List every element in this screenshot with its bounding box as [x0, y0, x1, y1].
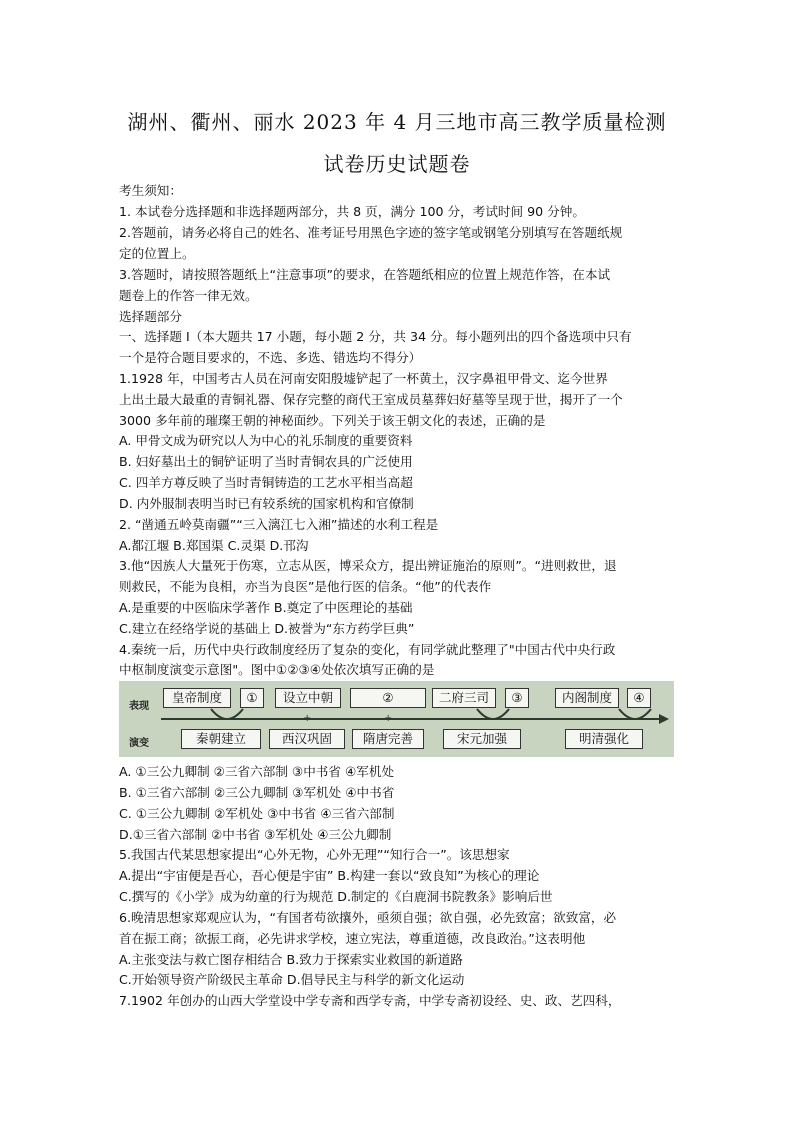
- text-line: 3000 多年前的璀璨王朝的神秘面纱。下列关于该王朝文化的表述，正确的是: [119, 413, 546, 428]
- options-line: A.主张变法与救亡图存相结合 B.致力于探索实业救国的新道路: [119, 952, 463, 967]
- box-grand-secretariat: 内阁制度: [555, 688, 619, 708]
- text-line: 中枢制度演变示意图"。图中①②③④处依次填写正确的是: [119, 662, 435, 677]
- box-inner-court: 设立中朝: [275, 688, 341, 708]
- exam-title-line1: 湖州、衢州、丽水 2023 年 4 月三地市高三教学质量检测: [127, 110, 667, 134]
- option-c: C. 四羊方尊反映了当时青铜铸造的工艺水平相当高超: [119, 475, 413, 490]
- box-qin: 秦朝建立: [181, 729, 261, 749]
- text-line: 上出土最大最重的青铜礼器、保存完整的商代王室成员墓葬妇好墓等呈现于世，揭开了一个: [119, 392, 623, 407]
- box-two-offices: 二府三司: [432, 688, 496, 708]
- box-song-yuan: 宋元加强: [443, 729, 521, 749]
- text-line: 一个是符合题目要求的，不选、多选、错选均不得分）: [119, 350, 422, 365]
- box-ming-qing: 明清强化: [565, 729, 643, 749]
- box-blank-1: ①: [240, 688, 264, 708]
- box-blank-3: ③: [505, 688, 529, 708]
- text-line: 则救民，不能为良相，亦当为良医”是他行医的信条。“他”的代表作: [119, 579, 492, 594]
- evolution-diagram: [119, 681, 674, 757]
- options-line: A.提出“宇宙便是吾心，吾心便是宇宙” B.构建一套以“致良知”为核心的理论: [119, 868, 540, 883]
- option-a: A. 甲骨文成为研究以人为中心的礼乐制度的重要资料: [119, 433, 413, 448]
- text-line: 3.答题时，请按照答题纸上“注意事项”的要求，在答题纸相应的位置上规范作答，在本试: [119, 267, 611, 282]
- box-sui-tang: 隋唐完善: [352, 729, 424, 749]
- option-b: B. 妇好墓出土的铜铲证明了当时青铜农具的广泛使用: [119, 454, 413, 469]
- options-line: A.都江堰 B.郑国渠 C.灵渠 D.邗沟: [119, 538, 309, 553]
- box-blank-2: ②: [350, 688, 426, 708]
- options-line: C.建立在经络学说的基础上 D.被誉为“东方药学巨典”: [119, 621, 415, 636]
- plus-sign: +: [303, 713, 312, 724]
- question-5: 5.我国古代某思想家提出“心外无物，心外无理”“知行合一”。该思想家: [119, 847, 510, 862]
- box-blank-4: ④: [627, 688, 651, 708]
- question-1: 1.1928 年，中国考古人员在河南安阳殷墟铲起了一杯黄土，汉字鼻祖甲骨文、迄今世界: [119, 371, 608, 386]
- text-line: 考生须知：: [119, 183, 182, 198]
- option-d: D.①三省六部制 ②中书省 ③军机处 ④三公九卿制: [119, 827, 392, 842]
- text-line: 2.答题前，请务必将自己的姓名、准考证号用黑色字迹的签字笔或钢笔分别填写在答题纸规: [119, 225, 623, 240]
- question-3: 3.他“因族人大量死于伤寒，立志从医，博采众方，提出辨证施治的原则”。“进则救世，退: [119, 558, 617, 573]
- exam-title-line2: 试卷历史试题卷: [323, 152, 471, 176]
- text-line: 题卷上的作答一律无效。: [119, 288, 258, 303]
- options-line: C.开始领导资产阶级民主革命 D.倡导民主与科学的新文化运动: [119, 972, 465, 987]
- box-emperor-system: 皇帝制度: [163, 688, 231, 708]
- text-line: 1. 本试卷分选择题和非选择题两部分，共 8 页，满分 100 分，考试时间 90 分钟。: [119, 204, 585, 219]
- option-d: D. 内外服制表明当时已有较系统的国家机构和官僚制: [119, 496, 414, 511]
- option-b: B. ①三省六部制 ②三公九卿制 ③军机处 ④中书省: [119, 785, 395, 800]
- text-line: 首在振工商；欲振工商，必先讲求学校，速立宪法，尊重道德，改良政治。”这表明他: [119, 931, 586, 946]
- question-7: 7.1902 年创办的山西大学堂设中学专斋和西学专斋，中学专斋初设经、史、政、艺四科，: [119, 993, 621, 1008]
- options-line: C.撰写的《小学》成为幼童的行为规范 D.制定的《白鹿洞书院教条》影响后世: [119, 889, 553, 904]
- plus-sign: +: [384, 713, 393, 724]
- option-a: A. ①三公九卿制 ②三省六部制 ③中书省 ④军机处: [119, 764, 395, 779]
- question-4: 4.秦统一后，历代中央行政制度经历了复杂的变化，有同学就此整理了"中国古代中央行政: [119, 642, 616, 657]
- question-2: 2. “凿通五岭莫南疆”“三入漓江七入湘”描述的水利工程是: [119, 517, 439, 532]
- row-label-top: 表现: [129, 701, 149, 712]
- options-line: A.是重要的中医临床学著作 B.奠定了中医理论的基础: [119, 600, 413, 615]
- section-heading: 选择题部分: [119, 309, 182, 324]
- question-6: 6.晚清思想家郑观应认为，“有国者苟欲攘外，亟须自强；欲自强，必先致富；欲致富，必: [119, 910, 617, 925]
- text-line: 定的位置上。: [119, 246, 195, 261]
- box-western-han: 西汉巩固: [269, 729, 345, 749]
- option-c: C. ①三公九卿制 ②军机处 ③中书省 ④三省六部制: [119, 806, 395, 821]
- row-label-bottom: 演变: [129, 738, 149, 749]
- text-line: 一、选择题 I（本大题共 17 小题，每小题 2 分，共 34 分。每小题列出的四个备选项中只有: [119, 329, 632, 344]
